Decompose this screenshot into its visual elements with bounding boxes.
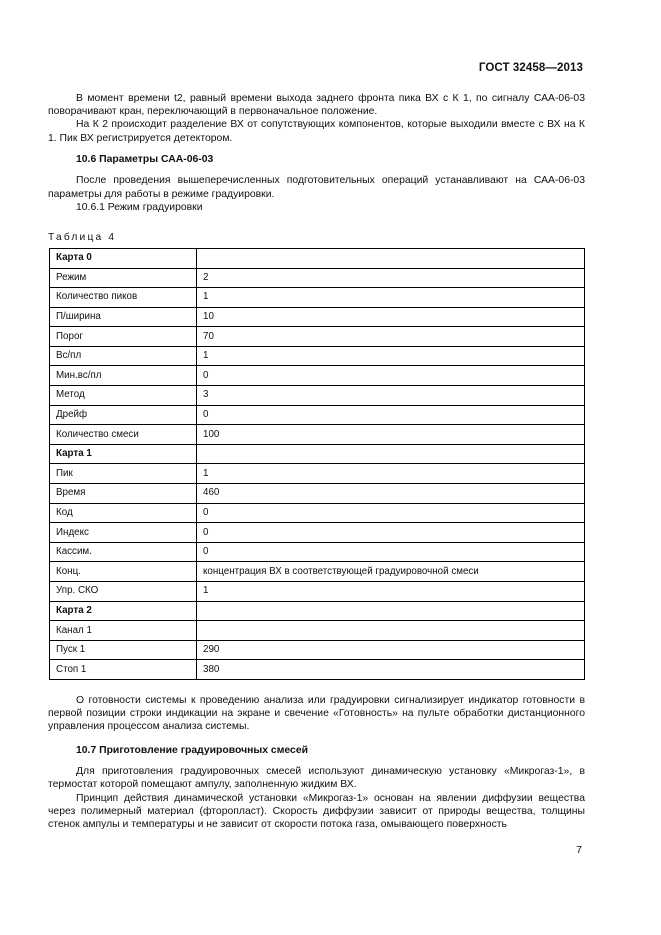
table-caption: Таблица 4 [48, 231, 117, 243]
document-code: ГОСТ 32458—2013 [478, 62, 583, 74]
table-cell-parameter: Вс/пл [50, 346, 197, 366]
table-cell-value: 1 [197, 346, 585, 366]
parameters-table [49, 248, 585, 680]
paragraph-parameters: После проведения вышеперечисленных подготовительных операций устанавливают на САА-06-03 параметры для работы в режиме градуировки. [48, 175, 585, 200]
table-row [50, 484, 585, 504]
table-row [50, 621, 585, 641]
table-row [50, 601, 585, 621]
table-cell-parameter: Режим [50, 268, 197, 288]
table-row [50, 640, 585, 660]
paragraph-t2-moment: В момент времени t2, равный времени выхода заднего фронта пика ВХ с К 1, по сигналу САА-06-03 поворачивают кран, переключающий в первоначальное положение. [48, 93, 585, 118]
table-cell-parameter: Карта 0 [50, 248, 197, 268]
table-row [50, 307, 585, 327]
table-cell-parameter: Кассим. [50, 542, 197, 562]
table-cell-parameter: Карта 2 [50, 601, 197, 621]
subheading-10-6-1: 10.6.1 Режим градуировки [76, 201, 203, 213]
table-cell-parameter: Пик [50, 464, 197, 484]
table-row [50, 582, 585, 602]
table-row [50, 248, 585, 268]
table-cell-value: 1 [197, 582, 585, 602]
table-cell-value: 10 [197, 307, 585, 327]
table-cell-parameter: Дрейф [50, 405, 197, 425]
table-cell-parameter: Мин.вс/пл [50, 366, 197, 386]
table-cell-value: 0 [197, 523, 585, 543]
paragraph-k2-separation: На К 2 происходит разделение ВХ от сопутствующих компонентов, которые выходили вместе с ВХ на К 1. Пик ВХ регистрируется детектором. [48, 119, 585, 144]
table-cell-value: 70 [197, 327, 585, 347]
section-10-7-heading: 10.7 Приготовление градуировочных смесей [76, 744, 308, 756]
table-row [50, 542, 585, 562]
page-content [48, 92, 585, 831]
table-row [50, 425, 585, 445]
table-cell-parameter: Пуск 1 [50, 640, 197, 660]
table-cell-parameter: Метод [50, 386, 197, 406]
table-cell-parameter: Код [50, 503, 197, 523]
table-cell-value: 460 [197, 484, 585, 504]
table-row [50, 660, 585, 680]
table-row [50, 288, 585, 308]
table-row [50, 444, 585, 464]
table-cell-value: 380 [197, 660, 585, 680]
table-row [50, 562, 585, 582]
table-cell-value: 0 [197, 503, 585, 523]
table-cell-value: 3 [197, 386, 585, 406]
table-cell-parameter: Карта 1 [50, 444, 197, 464]
table-cell-value: 0 [197, 366, 585, 386]
table-cell-parameter: Количество смеси [50, 425, 197, 445]
table-row [50, 327, 585, 347]
table-cell-parameter: Стоп 1 [50, 660, 197, 680]
table-cell-value [197, 601, 585, 621]
table-cell-value: 2 [197, 268, 585, 288]
table-cell-value [197, 444, 585, 464]
table-row [50, 405, 585, 425]
table-cell-parameter: Время [50, 484, 197, 504]
table-row [50, 503, 585, 523]
table-row [50, 268, 585, 288]
table-cell-value: 290 [197, 640, 585, 660]
table-cell-value [197, 621, 585, 641]
table-cell-value: 100 [197, 425, 585, 445]
paragraph-readiness: О готовности системы к проведению анализа или градуировки сигнализирует индикатор готовности в первой позиции строки индикации на экране и свечение «Готовность» на пульте обработки дистанционного управления процессом анализа системы. [48, 694, 585, 733]
table-cell-parameter: Конц. [50, 562, 197, 582]
table-cell-value: 1 [197, 288, 585, 308]
table-cell-parameter: Индекс [50, 523, 197, 543]
table-cell-value: концентрация ВХ в соответствующей градуировочной смеси [197, 562, 585, 582]
section-10-6-heading: 10.6 Параметры САА-06-03 [76, 153, 214, 165]
page-number: 7 [576, 845, 582, 856]
table-cell-value: 0 [197, 405, 585, 425]
table-cell-value [197, 248, 585, 268]
table-cell-parameter: Количество пиков [50, 288, 197, 308]
table-cell-value: 0 [197, 542, 585, 562]
table-cell-parameter: Порог [50, 327, 197, 347]
table-row [50, 346, 585, 366]
table-cell-parameter: П/ширина [50, 307, 197, 327]
paragraph-mikrogaz-principle: Принцип действия динамической установки «Микрогаз-1» основан на явлении диффузии вещества через полимерный материал (фторопласт). Скорость диффузии зависит от природы вещества, толщины стенок ампулы и температуры и не зависит от скорости потока газа, омывающего поверхность [48, 792, 585, 830]
table-cell-parameter: Канал 1 [50, 621, 197, 641]
table-row [50, 366, 585, 386]
table-row [50, 464, 585, 484]
table-cell-parameter: Упр. СКО [50, 582, 197, 602]
table-row [50, 523, 585, 543]
table-row [50, 386, 585, 406]
table-cell-value: 1 [197, 464, 585, 484]
paragraph-mikrogaz-usage: Для приготовления градуировочных смесей используют динамическую установку «Микрогаз-1», в термостат которой помещают ампулу, заполненную жидким ВХ. [48, 766, 585, 791]
